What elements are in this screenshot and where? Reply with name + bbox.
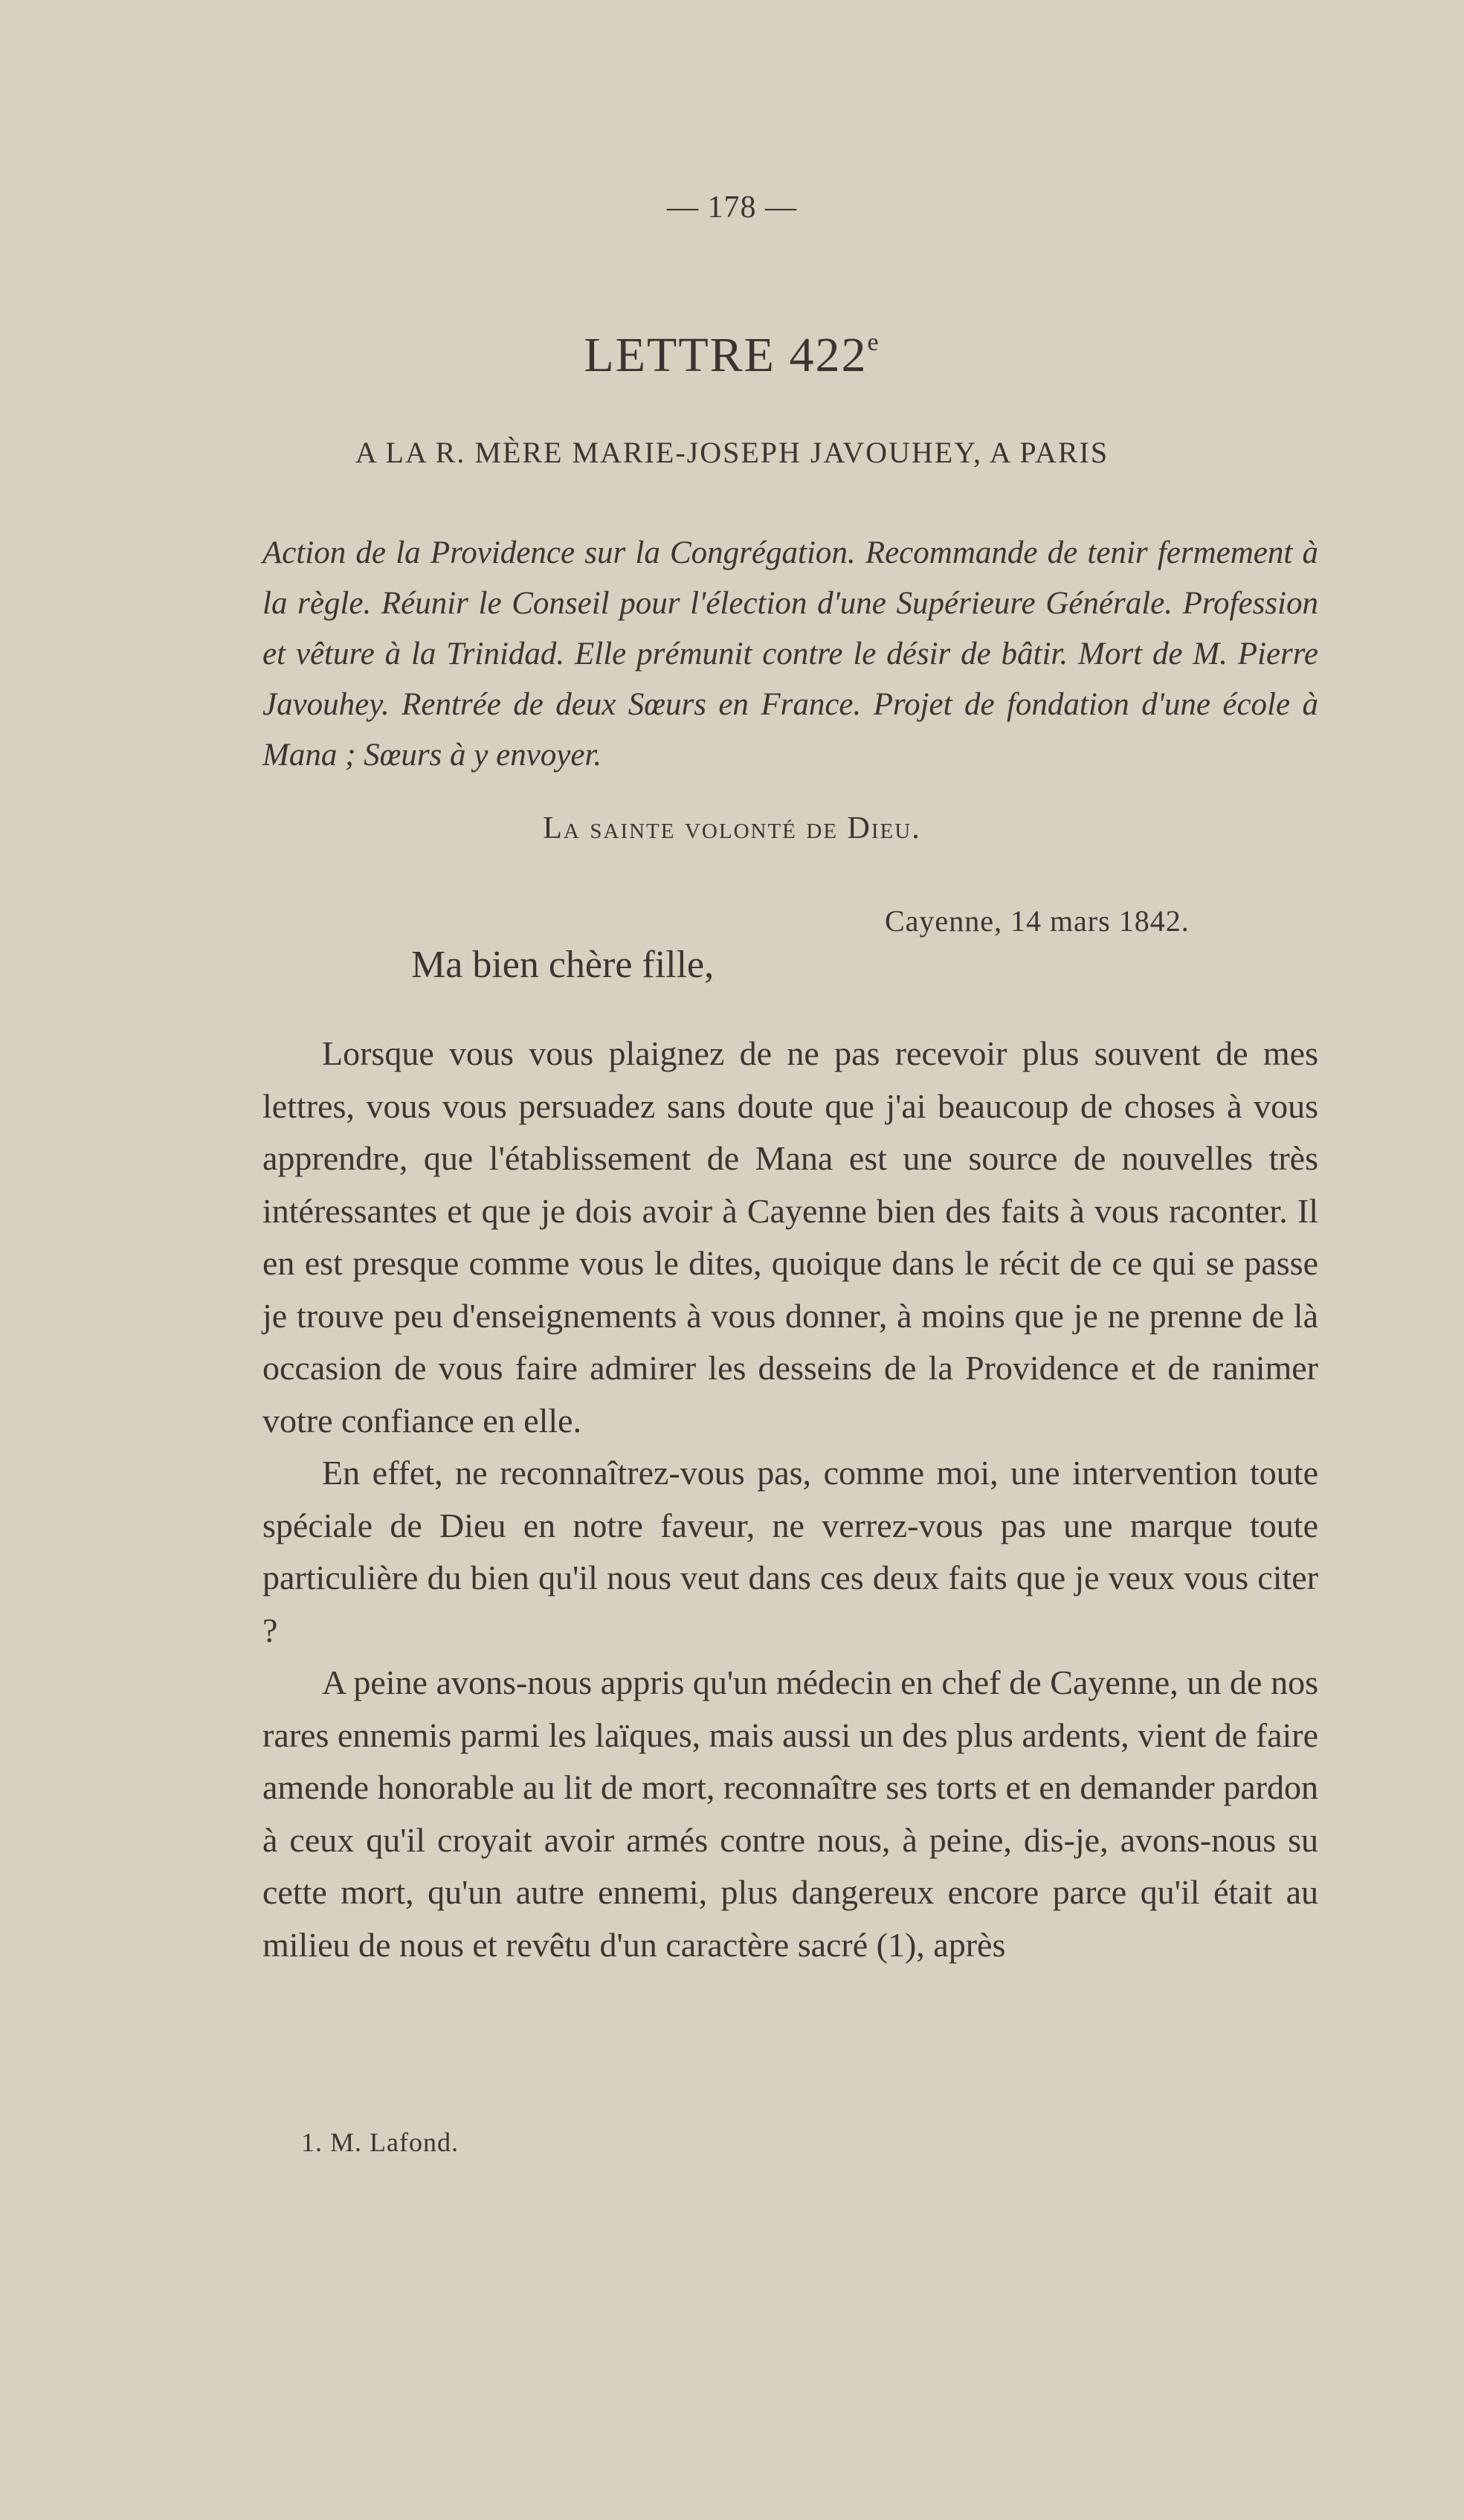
letter-title-suffix: e bbox=[867, 329, 880, 356]
letter-summary: Action de la Providence sur la Congrégation. Recommande de tenir fermement à la règle. Réunir le Conseil pour l'élection d'une Supérieure Générale. Profession et vêture à la Trinidad. Elle prémunit contre le désir de bâtir. Mort de M. Pierre Javouhey. Rentrée de deux Sœurs en France. Projet de fondation d'une école à Mana ; Sœurs à y envoyer. bbox=[262, 535, 1318, 773]
body-paragraph: En effet, ne reconnaîtrez-vous pas, comme moi, une intervention toute spéciale de Dieu en notre faveur, ne verrez-vous pas une marque toute particulière du bien qu'il nous veut dans ces deux faits que je veux vous citer ? bbox=[262, 1454, 1318, 1649]
body-paragraph: Lorsque vous vous plaignez de ne pas recevoir plus souvent de mes lettres, vous vous persuadez sans doute que j'ai beaucoup de choses à vous apprendre, que l'établissement de Mana est une source de nouvelles très intéressantes et que je dois avoir à Cayenne bien des faits à vous raconter. Il en est presque comme vous le dites, quoique dans le récit de ce qui se passe je trouve peu d'enseignements à vous donner, à moins que je ne prenne de là occasion de vous faire admirer les desseins de la Providence et de ranimer votre confiance en elle. bbox=[262, 1034, 1318, 1440]
dateline: Cayenne, 14 mars 1842. bbox=[885, 904, 1190, 938]
motto-heading: La sainte volonté de Dieu. bbox=[543, 811, 921, 845]
letter-title-text: LETTRE 422 bbox=[584, 328, 868, 382]
letter-body bbox=[262, 1028, 1318, 1971]
body-paragraph: A peine avons-nous appris qu'un médecin en chef de Cayenne, un de nos rares ennemis parmi les laïques, mais aussi un des plus ardents, vient de faire amende honorable au lit de mort, reconnaître ses torts et en demander pardon à ceux qu'il croyait avoir armés contre nous, à peine, dis-je, avons-nous su cette mort, qu'un autre ennemi, plus dangereux encore parce qu'il était au milieu de nous et revêtu d'un caractère sacré (1), après bbox=[262, 1663, 1318, 1964]
page-number: — 178 — bbox=[667, 190, 797, 225]
letter-title bbox=[0, 327, 1464, 384]
salutation: Ma bien chère fille, bbox=[411, 944, 715, 986]
footnote: 1. M. Lafond. bbox=[301, 2127, 459, 2157]
recipient-heading: A LA R. MÈRE MARIE-JOSEPH JAVOUHEY, A PARIS bbox=[355, 436, 1109, 469]
